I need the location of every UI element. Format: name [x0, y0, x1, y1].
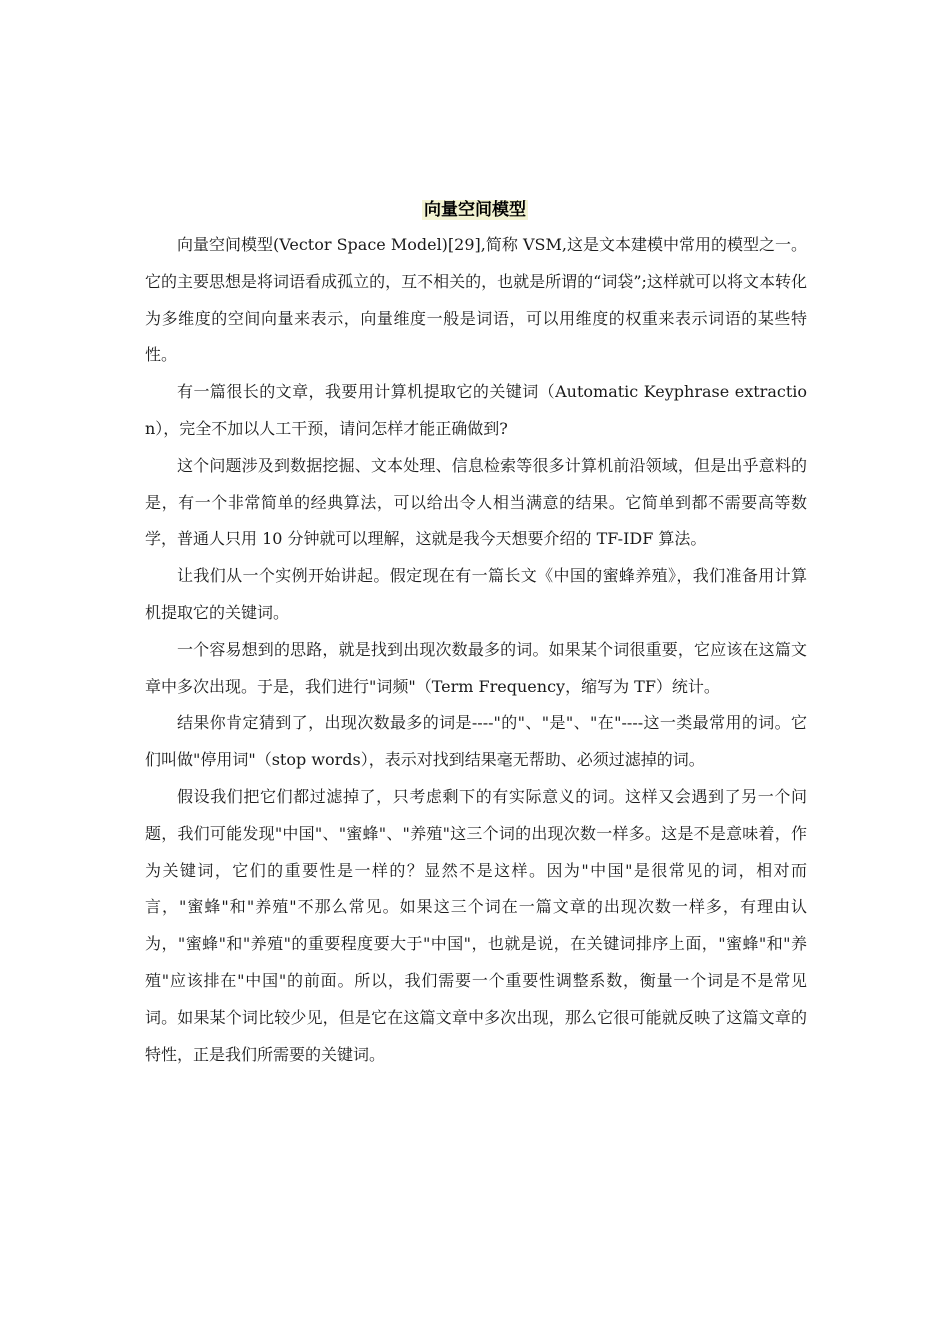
- document-title: [0, 198, 950, 222]
- paragraph-vsm-definition: 向量空间模型(Vector Space Model)[29],简称 VSM,这是文本建模中常用的模型之一。它的主要思想是将词语看成孤立的，互不相关的，也就是所谓的“词袋”;这样就可以将文本转化为多维度的空间向量来表示，向量维度一般是词语，可以用维度的权重来表示词语的某些特性。: [145, 235, 807, 365]
- paragraph-stop-words: 结果你肯定猜到了，出现次数最多的词是----"的"、"是"、"在"----这一类最常用的词。它们叫做"停用词"（stop words），表示对找到结果毫无帮助、必须过滤掉的词。: [145, 713, 807, 770]
- paragraph-importance: 假设我们把它们都过滤掉了，只考虑剩下的有实际意义的词。这样又会遇到了另一个问题，我们可能发现"中国"、"蜜蜂"、"养殖"这三个词的出现次数一样多。这是不是意味着，作为关键词，它们的重要性是一样的？显然不是这样。因为"中国"是很常见的词，相对而言，"蜜蜂"和"养殖"不那么常见。如果这三个词在一篇文章的出现次数一样多，有理由认为，"蜜蜂"和"养殖"的重要程度要大于"中国"，也就是说，在关键词排序上面，"蜜蜂"和"养殖"应该排在"中国"的前面。所以，我们需要一个重要性调整系数，衡量一个词是不是常见词。如果某个词比较少见，但是它在这篇文章中多次出现，那么它很可能就反映了这篇文章的特性，正是我们所需要的关键词。: [145, 786, 807, 1064]
- paragraph-tfidf-intro: 这个问题涉及到数据挖掘、文本处理、信息检索等很多计算机前沿领域，但是出乎意料的是，有一个非常简单的经典算法，可以给出令人相当满意的结果。它简单到都不需要高等数学，普通人只用 10 分钟就可以理解，这就是我今天想要介绍的 TF-IDF 算法。: [145, 455, 807, 549]
- document-body: [145, 227, 807, 1073]
- paragraph-term-frequency: 一个容易想到的思路，就是找到出现次数最多的词。如果某个词很重要，它应该在这篇文章中多次出现。于是，我们进行"词频"（Term Frequency，缩写为 TF）统计。: [145, 639, 807, 696]
- document-title-text: 向量空间模型: [424, 200, 526, 220]
- paragraph-example: 让我们从一个实例开始讲起。假定现在有一篇长文《中国的蜜蜂养殖》，我们准备用计算机提取它的关键词。: [145, 566, 807, 622]
- paragraph-keyphrase-question: 有一篇很长的文章，我要用计算机提取它的关键词（Automatic Keyphrase extraction），完全不加以人工干预，请问怎样才能正确做到?: [145, 382, 807, 438]
